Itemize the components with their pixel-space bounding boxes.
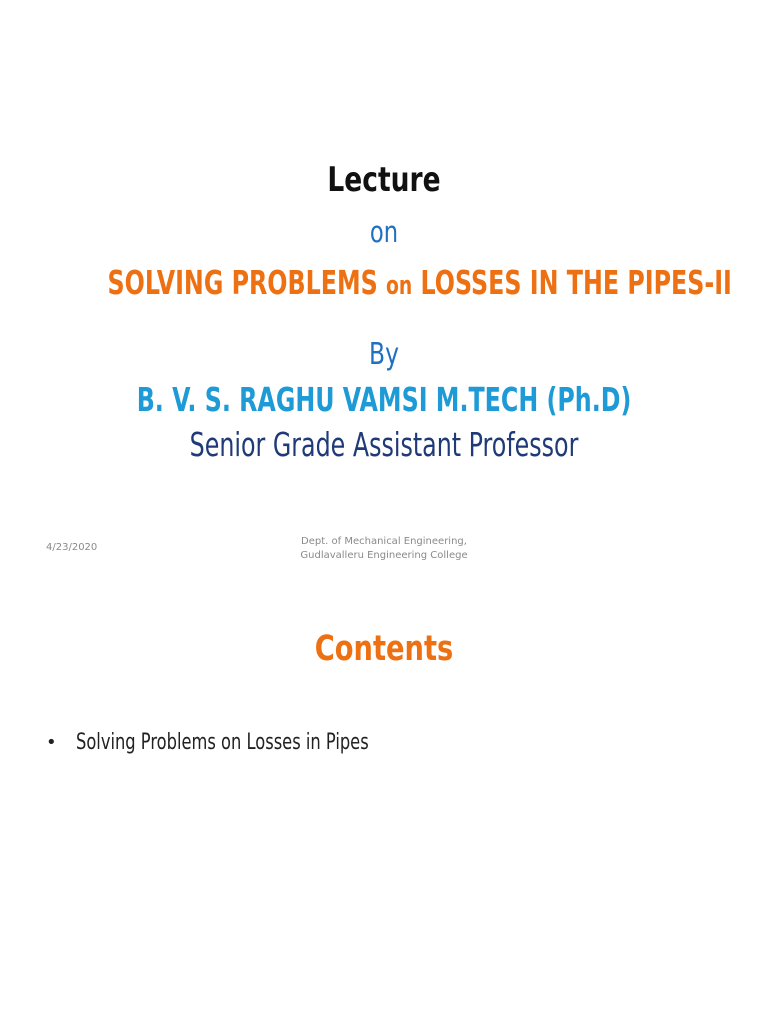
topic-part-1: SOLVING PROBLEMS xyxy=(107,263,387,302)
author-name: B. V. S. RAGHU VAMSI M.TECH (Ph.D) xyxy=(136,380,632,419)
contents-heading: Contents xyxy=(314,629,454,669)
footer-dept-line-2: Gudlavalleru Engineering College xyxy=(300,550,468,561)
on-word: on xyxy=(369,215,399,249)
footer-department xyxy=(0,535,768,563)
bullet-icon: • xyxy=(46,732,57,753)
footer-date: 4/23/2020 xyxy=(46,542,98,553)
lecture-heading: Lecture xyxy=(327,160,441,200)
lecture-topic xyxy=(107,263,732,306)
footer-dept-line-1: Dept. of Mechanical Engineering, xyxy=(301,536,467,547)
topic-part-2: LOSSES IN THE PIPES-II xyxy=(412,263,732,302)
topic-on: on xyxy=(386,271,413,301)
contents-slide xyxy=(0,576,768,1024)
list-item-text: Solving Problems on Losses in Pipes xyxy=(76,730,369,755)
author-role: Senior Grade Assistant Professor xyxy=(189,425,579,464)
by-word: By xyxy=(369,337,399,372)
